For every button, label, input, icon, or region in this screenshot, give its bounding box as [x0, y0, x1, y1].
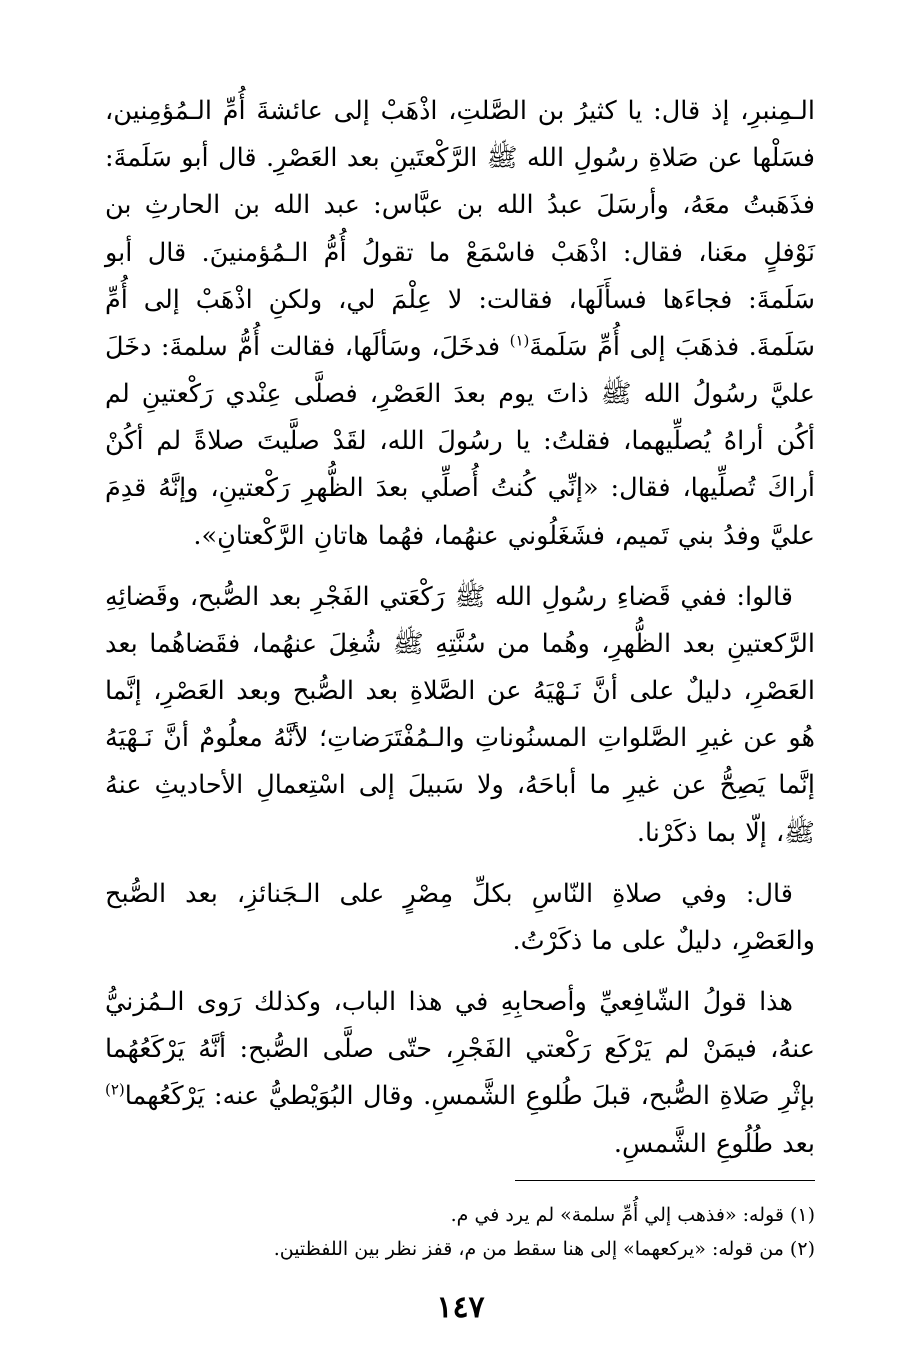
page-number: ١٤٧	[436, 1290, 485, 1325]
paragraph-1	[105, 88, 815, 560]
footnote-ref-2[interactable]: (٢)	[105, 1080, 125, 1099]
footnote-2: (٢) من قوله: «يركعهما» إلى هنا سقط من م، قفز نظر بين اللفظتين.	[273, 1238, 815, 1260]
footnote-1: (١) قوله: «فذهب إلي أُمِّ سلمة» لم يرد في م.	[450, 1204, 815, 1226]
paragraph-4	[105, 979, 815, 1168]
paragraph-2	[105, 574, 815, 857]
footnote-divider	[515, 1180, 815, 1181]
page-body	[105, 88, 815, 1168]
footnote-ref-1[interactable]: (١)	[509, 331, 530, 350]
paragraph-4-text-a: هذا قولُ الشّافِعيِّ وأصحابِهِ في هذا الباب، وكذلك رَوى الـمُزنيُّ عنهُ، فيمَنْ لم يَرْكَع رَكْعتي الفَجْرِ، حتّى صلَّى الصُّبح: أنَّهُ يَرْكَعُهُما بإثْرِ صَلاةِ الصُّبح، قبلَ طُلوعِ الشَّمسِ. وقال البُوَيْطيُّ عنه: يَرْكَعُهما	[105, 987, 815, 1112]
paragraph-2-text: قالوا: ففي قَضاءِ رسُولِ الله ﷺ رَكْعَتي الفَجْرِ بعد الصُّبح، وقَضائِهِ الرَّكعتينِ بعد الظُّهرِ، وهُما من سُنَّتِهِ ﷺ شُغِلَ عنهُما، فقَضاهُما بعد العَصْرِ، دليلٌ على أنَّ نَـهْيَهُ عن الصَّلاةِ بعد الصُّبح وبعد العَصْرِ، إنَّما هُو عن غيرِ الصَّلواتِ المسنُوناتِ والـمُفْتَرَضاتِ؛ لأنَّهُ معلُومٌ أنَّ نَـهْيَهُ إنَّما يَصِحُّ عن غيرِ ما أباحَهُ، ولا سَبيلَ إلى اسْتِعمالِ الأحاديثِ عنهُ ﷺ، إلّا بما ذكَرْنا.	[105, 581, 815, 848]
paragraph-4-text-b: بعد طُلُوعِ الشَّمسِ.	[613, 1128, 815, 1159]
paragraph-1-text-b: فدخَلَ، وسَألَها، فقالت أُمُّ سلمةَ: دخَلَ عليَّ رسُولُ الله ﷺ ذاتَ يوم بعدَ العَصْرِ، فصلَّى عِنْدي رَكْعتينِ لم أكُن أراهُ يُصلِّيهما، فقلتُ: يا رسُولَ الله، لقَدْ صلَّيتَ صلاةً لم أكُنْ أراكَ تُصلِّيها، فقال: «إنِّي كُنتُ أُصلِّي بعدَ الظُّهرِ رَكْعتينِ، وإنَّهُ قدِمَ عليَّ وفدُ بني تَميم، فشَغَلُوني عنهُما، فهُما هاتانِ الرَّكْعتانِ».	[105, 331, 815, 551]
paragraph-1-text-a: الـمِنبرِ، إذ قال: يا كثيرُ بن الصَّلتِ، اذْهَبْ إلى عائشةَ أُمِّ الـمُؤمِنين، فسَلْها عن صَلاةِ رسُولِ الله ﷺ الرَّكْعتَينِ بعد العَصْرِ. قال أبو سَلَمةَ: فذَهَبتُ معَهُ، وأرسَلَ عبدُ الله بن عبَّاس: عبد الله بن الحارثِ بن نَوْفلٍ معَنا، فقال: اذْهَبْ فاسْمَعْ ما تقولُ أُمُّ الـمُؤمنينَ. قال أبو سَلَمةَ: فجاءَها فسأَلَها، فقالت: لا عِلْمَ لي، ولكنِ اذْهَبْ إلى أُمِّ سَلَمةَ. فذهَبَ إلى أُمِّ سَلَمةَ	[105, 96, 815, 362]
paragraph-3-text: قال: وفي صلاةِ النّاسِ بكلِّ مِصْرٍ على الـجَنائزِ، بعد الصُّبح والعَصْرِ، دليلٌ على ما ذكَرْتُ.	[105, 878, 815, 956]
paragraph-3	[105, 871, 815, 965]
footnotes	[105, 1198, 815, 1266]
